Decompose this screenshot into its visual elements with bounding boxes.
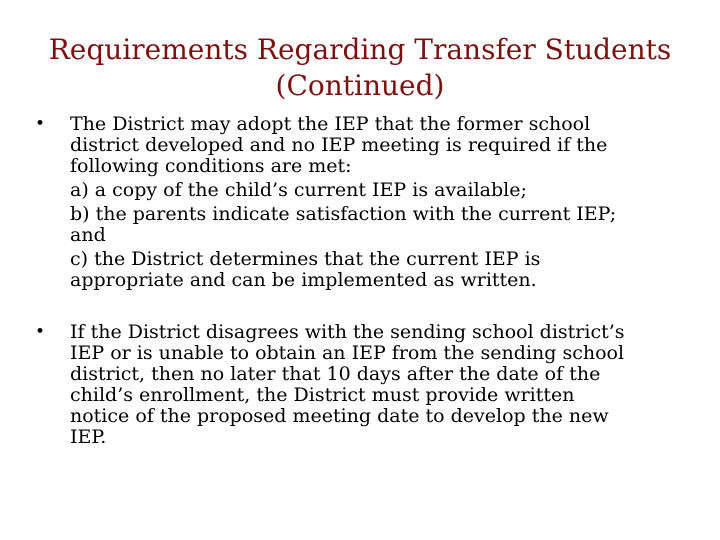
bullet-text-line: following conditions are met: bbox=[70, 155, 352, 177]
condition-a: a) a copy of the child’s current IEP is available; bbox=[70, 179, 527, 201]
bullet-text-line: IEP or is unable to obtain an IEP from the sending school bbox=[70, 342, 625, 364]
bullet-list bbox=[30, 114, 710, 448]
bullet-text-line: IEP. bbox=[70, 426, 107, 448]
condition-c: c) the District determines that the current IEP is bbox=[70, 248, 541, 270]
bullet-text-line: district developed and no IEP meeting is required if the bbox=[70, 134, 608, 156]
bullet-text-line: district, then no later that 10 days after the date of the bbox=[70, 363, 601, 385]
bullet-text-line: child’s enrollment, the District must provide written bbox=[70, 384, 575, 406]
bullet-icon: • bbox=[34, 114, 46, 134]
bullet-item-adopt-iep bbox=[30, 114, 710, 291]
bullet-item-district-disagrees bbox=[30, 322, 710, 448]
bullet-text-line: notice of the proposed meeting date to develop the new bbox=[70, 405, 609, 427]
bullet-icon: • bbox=[34, 322, 46, 342]
bullet-text-line: If the District disagrees with the sending school district’s bbox=[70, 321, 625, 343]
condition-b-continued: and bbox=[70, 224, 106, 246]
bullet-text-line: The District may adopt the IEP that the former school bbox=[70, 113, 591, 135]
condition-b: b) the parents indicate satisfaction with the current IEP; bbox=[70, 203, 617, 225]
title-line-1: Requirements Regarding Transfer Students bbox=[48, 33, 672, 66]
title-line-2: (Continued) bbox=[275, 69, 445, 102]
slide-title bbox=[0, 32, 720, 104]
condition-c-continued: appropriate and can be implemented as written. bbox=[70, 269, 537, 291]
